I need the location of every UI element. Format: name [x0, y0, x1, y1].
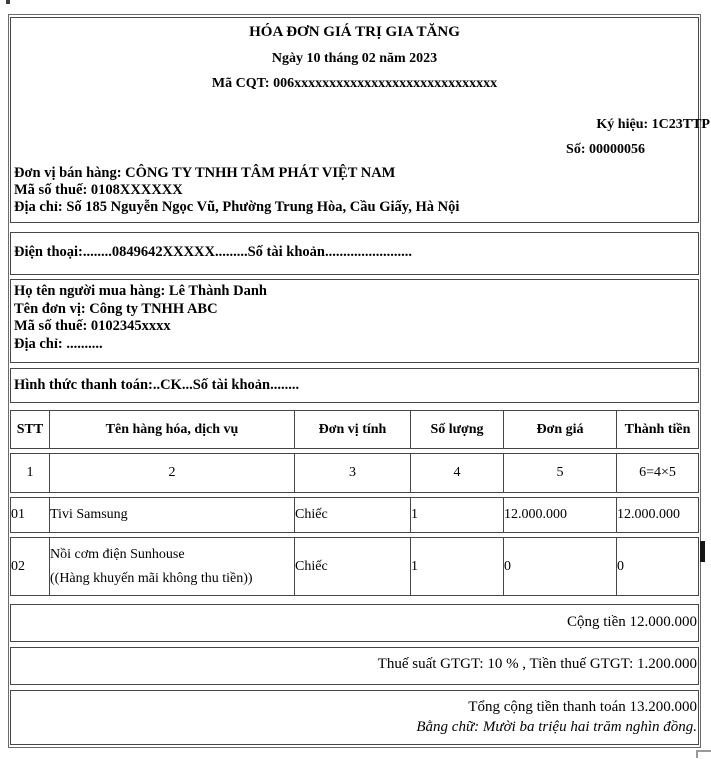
item1-stt: 01	[10, 497, 49, 533]
seller-info-block	[11, 165, 698, 215]
seller-tax-line: Mã số thuế: 0108XXXXXX	[14, 181, 183, 198]
buyer-address-line: Địa chỉ: ..........	[14, 335, 103, 352]
page-corner-mark	[696, 750, 711, 758]
invoice-serial: Ký hiệu: 1C23TTP	[596, 117, 710, 132]
items-header-row	[10, 410, 699, 449]
amount-in-words-line: Bằng chữ: Mười ba triệu hai trăm nghìn đồng.	[416, 719, 697, 735]
item1-amount: 12.000.000	[616, 497, 699, 533]
item-row-2	[10, 537, 699, 596]
colnum-2: 2	[49, 453, 294, 493]
item2-name-line1: Nồi cơm điện Sunhouse	[50, 546, 185, 562]
buyer-company-line: Tên đơn vị: Công ty TNHH ABC	[14, 300, 218, 317]
payment-method-section	[10, 368, 699, 403]
invoice-number: Số: 00000056	[566, 142, 645, 157]
header-cell-price: Đơn giá	[503, 410, 616, 449]
column-number-row	[10, 453, 699, 493]
screen-artifact-speck	[6, 0, 10, 4]
header-cell-name: Tên hàng hóa, dịch vụ	[49, 410, 294, 449]
colnum-3: 3	[294, 453, 410, 493]
header-cell-stt: STT	[10, 410, 49, 449]
item2-qty: 1	[410, 537, 503, 596]
vat-line: Thuế suất GTGT: 10 % , Tiền thuế GTGT: 1.200.000	[377, 656, 697, 672]
invoice-date: Ngày 10 tháng 02 năm 2023	[271, 51, 438, 66]
items-table-wrapper	[10, 406, 699, 600]
grand-total-section	[10, 690, 699, 745]
colnum-4: 4	[410, 453, 503, 493]
item1-name: Tivi Samsung	[49, 497, 294, 533]
colnum-6: 6=4×5	[616, 453, 699, 493]
vat-section	[10, 647, 699, 685]
subtotal-line: Cộng tiền 12.000.000	[567, 614, 697, 630]
header-cell-amount: Thành tiền	[616, 410, 699, 449]
item2-name	[49, 537, 294, 596]
colnum-5: 5	[503, 453, 616, 493]
invoice-page	[8, 14, 710, 748]
header-cell-unit: Đơn vị tính	[294, 410, 410, 449]
items-table	[10, 406, 699, 600]
item2-unit: Chiếc	[294, 537, 410, 596]
tax-authority-code: Mã CQT: 006xxxxxxxxxxxxxxxxxxxxxxxxxxxxx	[211, 76, 498, 91]
subtotal-section	[10, 604, 699, 642]
item2-stt: 02	[10, 537, 49, 596]
seller-phone-line: Điện thoại:........0849642XXXXX.........Số tài khoản........................	[14, 244, 412, 260]
item1-qty: 1	[410, 497, 503, 533]
buyer-tax-line: Mã số thuế: 0102345xxxx	[14, 318, 171, 334]
invoice-title: HÓA ĐƠN GIÁ TRỊ GIA TĂNG	[249, 24, 460, 40]
grand-total-line: Tổng cộng tiền thanh toán 13.200.000	[468, 699, 697, 715]
payment-method-line: Hình thức thanh toán:..CK...Số tài khoản........	[14, 377, 300, 393]
item2-price: 0	[503, 537, 616, 596]
header-cell-qty: Số lượng	[410, 410, 503, 449]
buyer-name-line: Họ tên người mua hàng: Lê Thành Danh	[14, 283, 267, 299]
item2-amount: 0	[616, 537, 699, 596]
seller-name-line: Đơn vị bán hàng: CÔNG TY TNHH TÂM PHÁT VIỆT NAM	[14, 165, 396, 181]
colnum-1: 1	[10, 453, 49, 493]
item1-price: 12.000.000	[503, 497, 616, 533]
buyer-info-section	[10, 279, 699, 363]
item-row-1	[10, 497, 699, 533]
scrollbar-thumb[interactable]	[700, 541, 705, 562]
invoice-header-section	[10, 17, 710, 223]
item1-unit: Chiếc	[294, 497, 410, 533]
item2-name-line2: ((Hàng khuyến mãi không thu tiền))	[50, 570, 253, 586]
seller-address-line: Địa chỉ: Số 185 Nguyễn Ngọc Vũ, Phường Trung Hòa, Cầu Giấy, Hà Nội	[14, 198, 460, 215]
seller-phone-section	[10, 232, 699, 275]
